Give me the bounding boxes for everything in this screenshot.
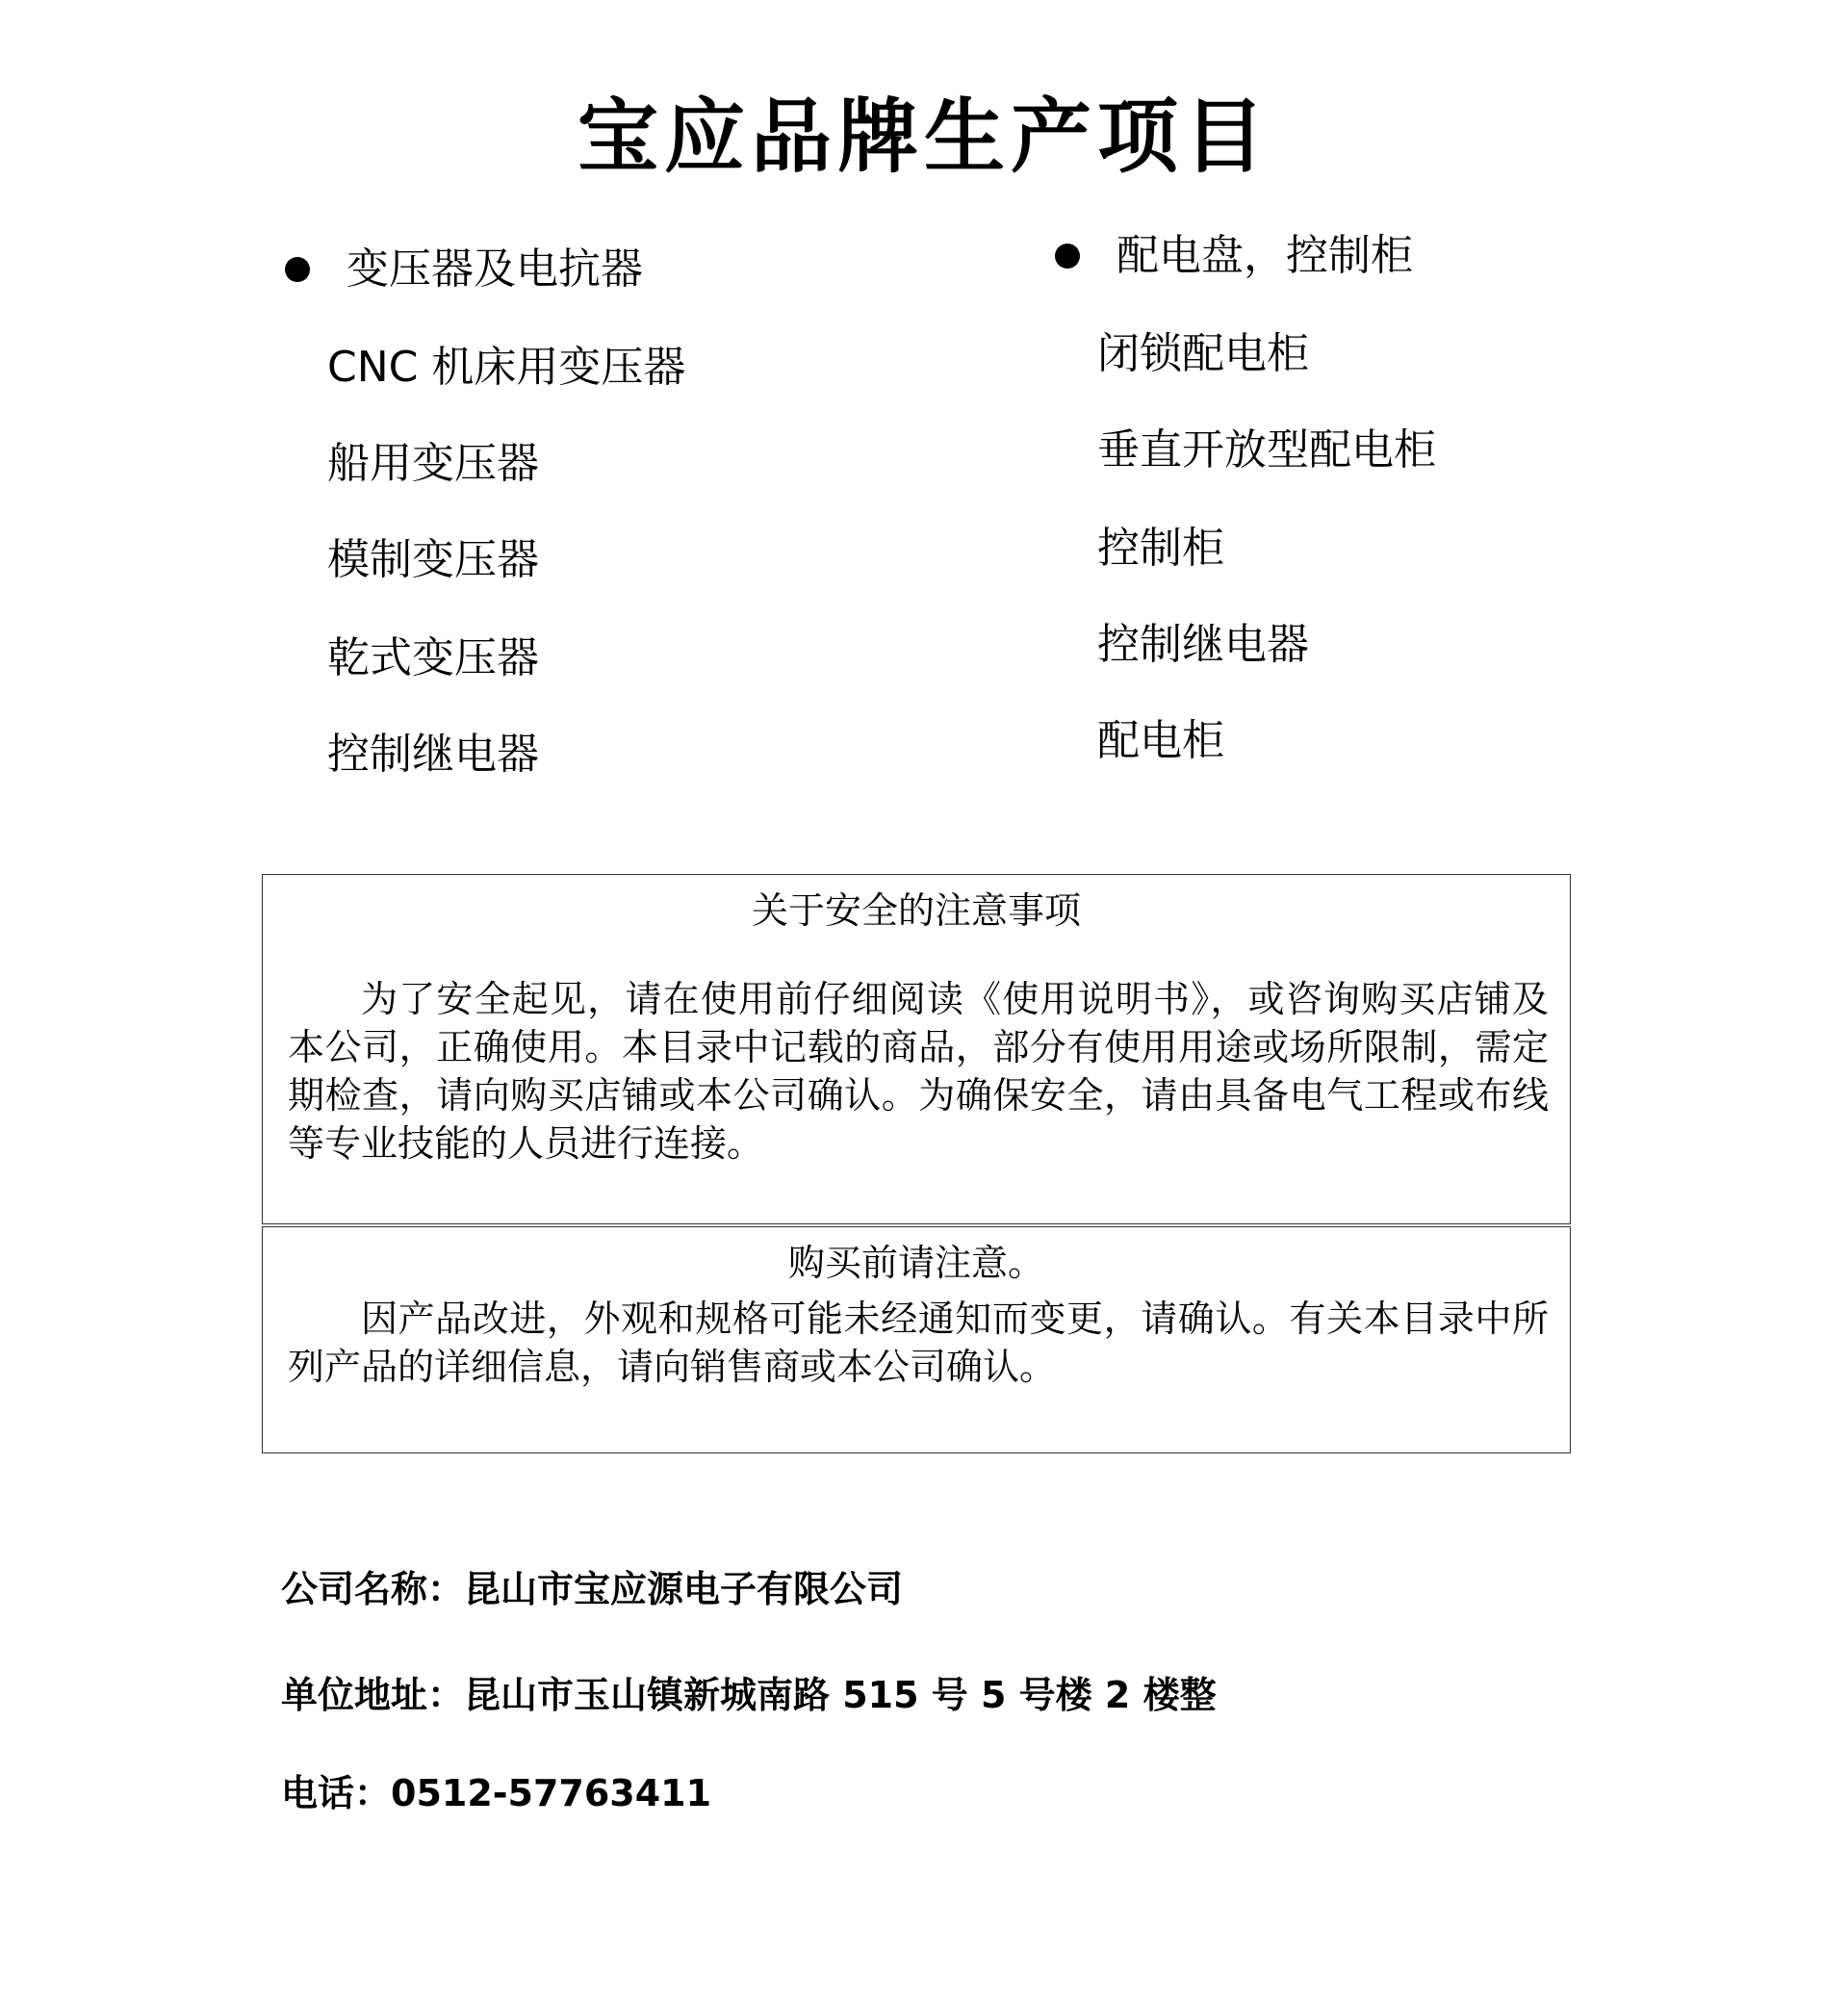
company-name: 公司名称：昆山市宝应源电子有限公司 xyxy=(281,1568,904,1610)
safety-notice-body: 为了安全起见，请在使用前仔细阅读《使用说明书》，或咨询购买店铺及本公司，正确使用。本目录中记载的商品，部分有使用用途或场所限制，需定期检查，请向购买店铺或本公司确认。为确保安全，请由具备电气工程或布线等专业技能的人员进行连接。 xyxy=(288,978,1549,1165)
product-item: 模制变压器 xyxy=(327,535,539,584)
product-item: 配电柜 xyxy=(1097,716,1224,765)
product-item: 闭锁配电柜 xyxy=(1097,329,1309,378)
product-item: 乾式变压器 xyxy=(327,633,539,682)
purchase-notice-title: 购买前请注意。 xyxy=(787,1242,1044,1284)
product-item: 船用变压器 xyxy=(327,439,539,488)
company-phone: 电话：0512-57763411 xyxy=(281,1772,712,1814)
product-item: 垂直开放型配电柜 xyxy=(1097,425,1436,475)
purchase-notice-box xyxy=(262,1226,1571,1453)
page-title: 宝应品牌生产项目 xyxy=(577,90,1270,184)
purchase-notice-body: 因产品改进，外观和规格可能未经通知而变更，请确认。有关本目录中所列产品的详细信息，请向销售商或本公司确认。 xyxy=(288,1298,1549,1388)
safety-notice-title: 关于安全的注意事项 xyxy=(751,889,1081,932)
product-item: 控制继电器 xyxy=(1097,620,1309,669)
bullet-icon xyxy=(285,257,310,282)
product-item: CNC 机床用变压器 xyxy=(327,343,686,392)
bullet-icon xyxy=(1055,244,1080,269)
company-address: 单位地址：昆山市玉山镇新城南路 515 号 5 号楼 2 楼整 xyxy=(281,1674,1217,1716)
category-heading: 配电盘，控制柜 xyxy=(1116,231,1413,280)
safety-notice-box xyxy=(262,874,1571,1224)
product-item: 控制柜 xyxy=(1097,524,1224,573)
product-item: 控制继电器 xyxy=(327,730,539,779)
category-heading: 变压器及电抗器 xyxy=(346,244,643,294)
